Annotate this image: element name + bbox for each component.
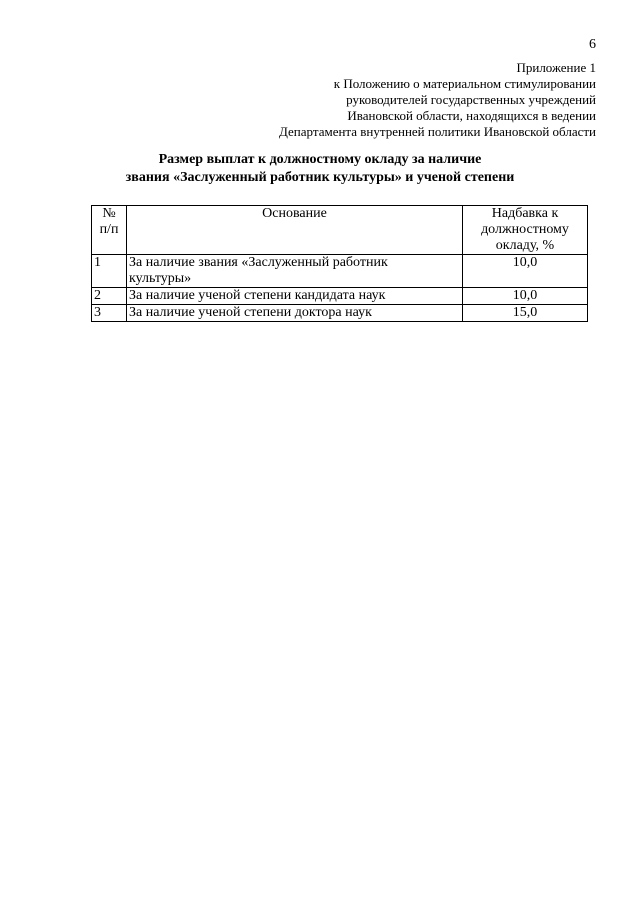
header-num-line: № (102, 206, 116, 221)
row-bonus: 15,0 (463, 305, 588, 322)
row-basis-line: За наличие ученой степени кандидата наук (129, 288, 386, 303)
row-basis (127, 305, 463, 322)
header-bonus (463, 206, 588, 255)
table-row (92, 305, 588, 322)
appendix-line: Ивановской области, находящихся в ведении (347, 108, 596, 123)
row-basis-line: За наличие ученой степени доктора наук (129, 305, 372, 320)
page-number: 6 (589, 37, 596, 52)
row-num: 3 (92, 305, 127, 322)
row-basis-line: За наличие звания «Заслуженный работник (129, 255, 388, 270)
header-bonus-line: Надбавка к (491, 206, 559, 221)
header-bonus-line: окладу, % (495, 238, 555, 253)
document-title (0, 151, 640, 187)
appendix-line: к Положению о материальном стимулировании (333, 76, 596, 91)
table-row (92, 255, 588, 288)
appendix-line: Департамента внутренней политики Ивановской области (279, 124, 596, 139)
header-num-line: п/п (99, 222, 119, 237)
payments-table (91, 205, 588, 322)
row-basis (127, 288, 463, 305)
row-basis (127, 255, 463, 288)
appendix-line: Приложение 1 (516, 60, 596, 75)
table-header-row (92, 206, 588, 255)
row-bonus: 10,0 (463, 288, 588, 305)
header-bonus-line: должностному (481, 222, 569, 237)
title-line: звания «Заслуженный работник культуры» и ученой степени (125, 170, 515, 185)
title-line: Размер выплат к должностному окладу за наличие (158, 152, 482, 167)
table-row (92, 288, 588, 305)
row-basis-line: культуры» (129, 271, 192, 286)
row-bonus: 10,0 (463, 255, 588, 288)
row-num: 1 (92, 255, 127, 288)
header-num (92, 206, 127, 255)
appendix-header (279, 60, 596, 140)
header-basis: Основание (127, 206, 463, 255)
appendix-line: руководителей государственных учреждений (346, 92, 596, 107)
row-num: 2 (92, 288, 127, 305)
